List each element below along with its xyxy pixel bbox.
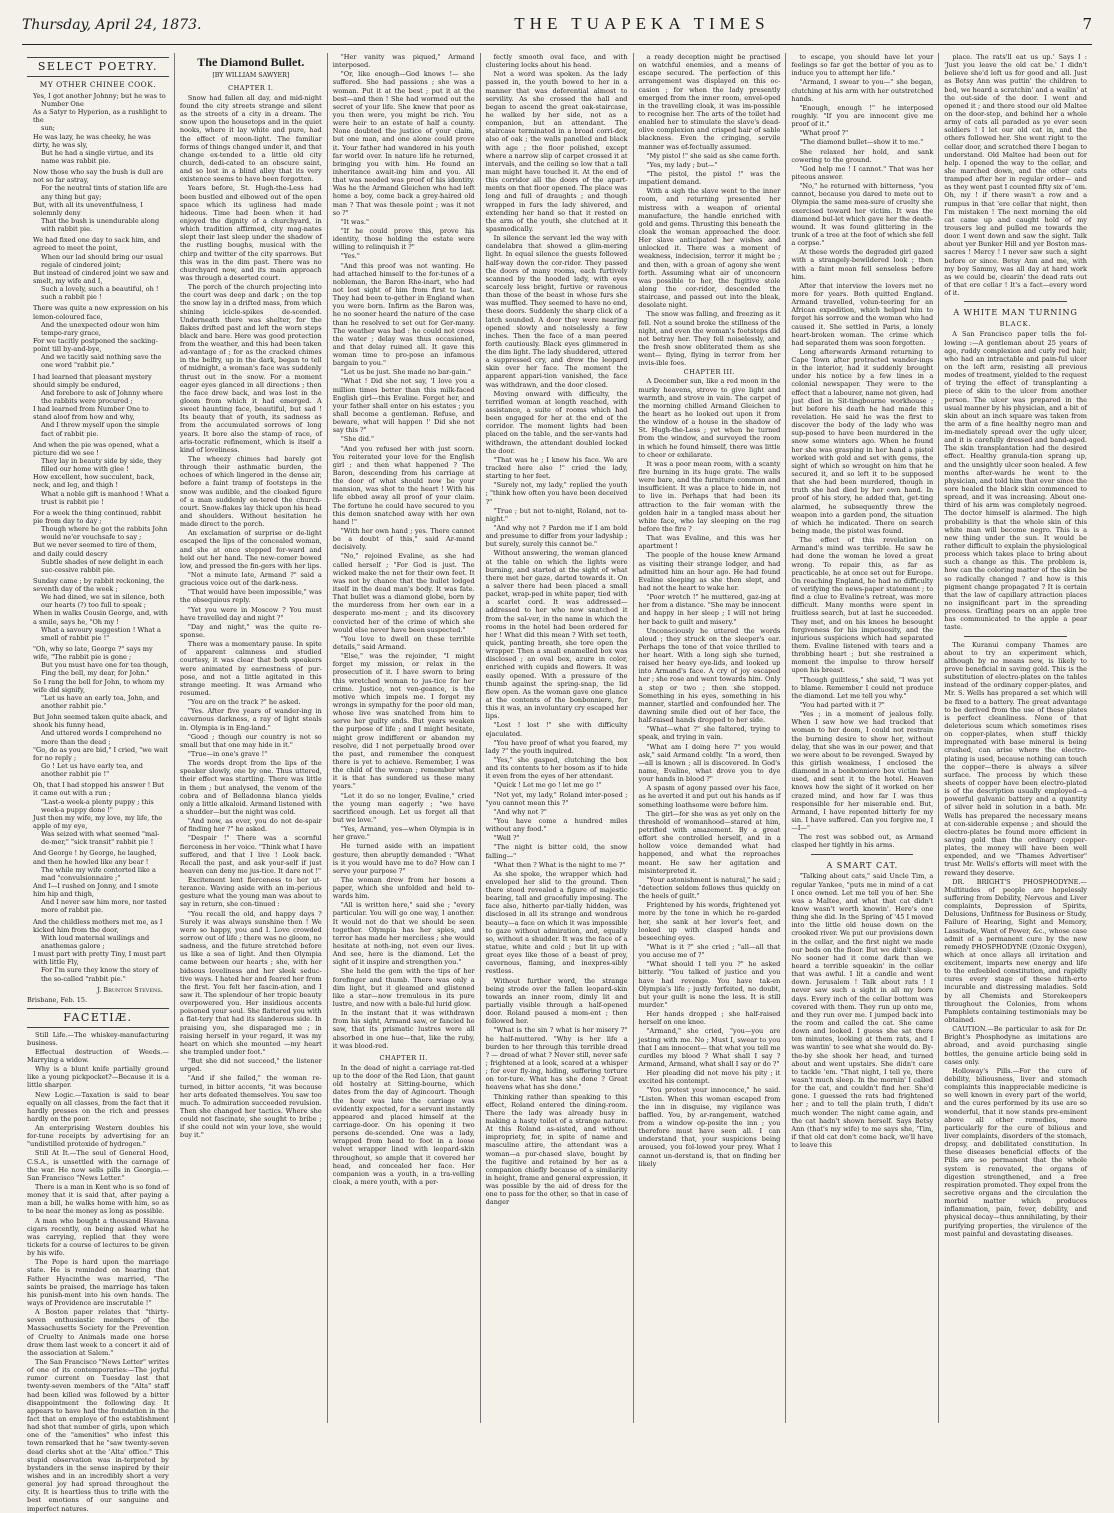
poem-line: But instead of cindered joint we saw and smelt, my wife and I,	[33, 268, 169, 285]
paragraph: An exclamation of surprise or de-light escaped the lips of the concealed woman, and she at once stepped for-ward and held out her hand. The new-comer bowed low, and pressed the fin-gers with her lips.	[179, 529, 322, 570]
divider	[964, 301, 1067, 302]
poem-line: How excellent, how succulent, back, neck, and leg, and thigh !	[33, 473, 155, 490]
paragraph: At these words the degraded girl gazed with a strangely-bewildered look ; then with a faint moan fell senseless before him.	[791, 248, 934, 281]
paragraph: "You have come a hundred miles without any food."	[485, 816, 628, 834]
facetiae-item: The San Francisco "News Letter" writes of one of its contemporaries:—The joyful rumor current on Tuesday last that twenty-seven members of the "Alta" staff had been killed was followed by a bitter disappointment the following day. It appears to have had the foundation in the fact that an employe of the establishment had shot that number of girls, upon which one of the "amenities" who infest this town remarked that he "saw twenty-seven dead clerks shot at the 'Alta' office." This stupid observation was in-terpreted by bystanders in the sense inspired by their wishes and in an incredibly short a very general joy had spread throughout the city. It is heartless thus to trifle with the best emotions of our sanguine and imperfect natures.	[27, 1358, 169, 1513]
paragraph: "Surely not, my lady," replied the youth ; "think how often you have been deceived ?"	[485, 481, 628, 506]
facetiae-item: Why is a blunt knife partially ground like a young pickpocket?—Because it is a little sharper.	[27, 1065, 169, 1090]
poem-line: Though where he got the rabbits John would ne'er vouchsafe to say ;	[41, 525, 168, 542]
paragraph: She held the gem with the tips of her forefinger and thumb. There was only a dim light, but it gleamed and glistened like a star—now tremulous in its pure lustre, and now with a bale-ful lurid glow.	[332, 967, 475, 1009]
poem-line: For we tacitly postponed the sacking-point till by-and-bye,	[33, 336, 158, 354]
paragraph: In the instant that it was withdrawn from his sight, Armand saw, or fancied he saw, that its prismatic lustres were all absorbed in one hue—that, like the ruby, it was blood-red.	[332, 1009, 475, 1050]
paragraph: "What—what ?" she faltered, trying to speak, and trying in vain.	[638, 725, 781, 742]
poem-line: We had dined, we sat in silence, both our hearts (?) too full to speak ;	[41, 593, 165, 610]
paragraph: "And now, as ever, you do not de-spair of finding her ?" he asked.	[179, 817, 322, 834]
article-body	[791, 872, 933, 1149]
paragraph: "And if she failed," the woman re-turned, in bitter accents, "it was because her arts defeated themselves. You saw too much. To admiration succeeded revulsion. Then she changed her tactics. Where she could not fascinate, she sought to bribe ; if she could not win your love, she would buy it."	[179, 1074, 322, 1140]
poem-line: What a noble gift is manhood ! What a trust is rabbit pie !	[41, 489, 169, 506]
poem-line: Such a lovely, such a beautiful, oh ! such a rabbit pie !	[41, 285, 159, 302]
paragraph: "Not a minute late, Armand ?" said a gracious voice out of the dark-ness.	[179, 571, 322, 588]
poem-line: They lay in beauty side by side, they filled our home with glee !	[41, 456, 162, 474]
paragraph: A December sun, like a red moon in the murky heavens, strove to give light and warmth, and strove in vain. The carpet of the morning chilled Armand Gleichen to the heart as he looked out upon it from the window of a house in the shadow of St. Hugh-the-Less ; yet when he turned from the window, and surveyed the room in which he found himself, there was little to cheer or exhilarate.	[638, 377, 781, 459]
column-3	[328, 53, 481, 1423]
paragraph: "No," rejoined Evaline, as she had called herself ; "For God is just. The wicked make the net for their own feet. It was not by chance that the bullet lodged itself in the dead man's body. It was fate. That bullet was a diamond globe, born by the murderess from her own ear in a desperate mo-ment ; and its discovery convicted her of the crime of which she would else never have been suspected."	[332, 552, 475, 634]
paragraph: a ready deception might be practised on watchful enemies, and a means of escape secured. The perfection of this arrangement was displayed on this oc-casion ; for when the lady presently emerged from the inner room, envel-oped in the travelling cloak, it was im-possible to recognise her. The arts of the toilet had enabled her to stimulate the slave's dead-olive complexion and crisped hair of sable blackness. Even the cringing, servile manner was ef-fectually assumed.	[638, 53, 781, 151]
paragraph: "Yes."	[340, 252, 360, 261]
paragraph: "Yet you were in Moscow ? You must have travelled day and night ?"	[179, 605, 322, 622]
paragraph: "And why not ? Pardon me if I am bold and presume to differ from your ladyship ; but surely, surely this cannot be."	[485, 524, 628, 549]
paragraph: "What ! Did she not say, 'I love you a million times better than this milk-faced English girl—this Evaline. Forget her, and your father shall enter on his estates ; you shall become a gentleman. Refuse, and beware, what will happen !' Did she not say this ?"	[332, 377, 475, 435]
story-body	[333, 53, 475, 1050]
paragraph: "No," he returned with bitterness, "you cannot, because you dared to mete out to Olympia the same mea-sure of cruelty she exercised toward her victim. It was the diamond bul-let which gave her the death-wound. It was found glittering in the trunk of a tree at the foot of which she fell a corpse."	[791, 182, 934, 248]
article-body	[944, 641, 1087, 1238]
divider	[811, 854, 913, 855]
story-author: [BY WILLIAM SAWYER]	[212, 71, 290, 79]
article-body	[944, 330, 1087, 631]
paragraph: "Or, like enough—God knows !— she suffered. She had passions ; she was a woman. Put it at the best ; put it at the best—and then ! She had wormed out the secret of your life. She knew that poor as you then were, you might be rich. You were heir to an estate of half a county. None doubted the justice of your claim, but one man, and one alone could prove it. Your father had wandered in his youth far world over. In nature life he returned, bringing you with him. He found an inheritance await-ing him and you. All that was needed was proof of his identity. Was he the Armand Gleichen who had left home a boy, come back a grey-haired old man ? That was thesole point ; was it not so ?"	[332, 70, 475, 217]
poem-stanza	[27, 918, 169, 983]
column-2	[175, 53, 328, 1423]
paragraph: "The pistol, the pistol !" was the impatient demand.	[638, 169, 781, 187]
poem-line: "Let us have an early tea, John, and another rabbit pie."	[41, 693, 160, 711]
poem-line: I must part with pretty Tiny, I must part with little Fly,	[33, 950, 166, 967]
poem-line: But you must have one for tea though, Fing the bell, my dear, for John."	[41, 661, 169, 678]
paragraph: "What then ? What is the night to me ?"	[493, 860, 626, 869]
poem-line: With loud maternal wailings and anathemas galore ;	[41, 933, 150, 950]
paragraph: "True—in one's grave !"	[187, 749, 268, 758]
paragraph: "All is written here," said she ; "every particular. You will go one way, I another. It would not do that we should be seen together. Olympia has her spies, and terror has made her merciless ; she would hesitate at noth-ing, not even our lives. And see, here is the diamond. Let the sight of it inspire and strengthen you."	[332, 901, 475, 967]
paragraph: "Lost ! lost !" she with difficulty ejaculated.	[485, 721, 628, 738]
poem-title: MY OTHER CHINEE COOK.	[39, 79, 157, 89]
paragraph: "And why not ?"	[493, 807, 547, 816]
paragraph: "Poor wretch !" he muttered, gaz-ing at her from a distance. "She may be innocent and happy in her sleep ; I will not bring her back to guilt and misery."	[638, 593, 781, 626]
paragraph: The people of the house knew Armand as visiting their strange lodger, and had admitted him an hour ago. He had found Evaline sleeping as she then slept, and had not the heart to wake her.	[638, 551, 781, 592]
poem-line: Yes, I got another Johnny; but he was to	[33, 91, 166, 100]
poem-stanza	[27, 645, 169, 710]
paragraph: "You protest your innocence," he said. "Listen. When this woman escaped from the inn in disguise, my vigilance was baffled. You, by ar-rangement, watched from a window op-posite the inn ; you therefore must have seen all. I can understand that, your suspicions being aroused, you fol-lowed your prey. What I cannot un-derstand is, that on finding her likely	[638, 1086, 781, 1168]
poem-line: Number One	[41, 100, 84, 109]
poem-line: When our lad should bring our usual regale of cindered joint;	[41, 252, 163, 269]
paragraph: "It was."	[340, 217, 370, 226]
poem-line: And I—I rushed on Jonny, and I smote him hip and thigh,	[33, 881, 159, 899]
paragraph: "What proof ?"	[799, 129, 849, 138]
facetiae-item: New Logic.—Taxation is said to bear equally on all classes, from the fact that it hardly presses on the rich and presses hardly on the poor.	[27, 1090, 169, 1123]
paragraph: The snow was falling, and freezing as it fell. Not a sound broke the stillness of the night, and even the woman's footsteps did not betray her. They fell noiselessly, and the fresh snow obliterated them as she went— flying, flying in terror from her invis-ible foes.	[638, 310, 781, 368]
poem-line: For I'm sure they know the story of the so-called "rabbit pie."	[41, 966, 158, 983]
issue-date: Thursday, April 24, 1873.	[22, 17, 202, 33]
poem-line: There was quite a new expression on his lemon-coloured face,	[33, 304, 169, 321]
poem-line: "Go, do as you are bid," I cried, "we wait for no reply ;	[33, 745, 169, 762]
paragraph: "What is the sin ? what is her misery ?" he half-muttered. "Why is her life a burden to her through this terrible dread ? — dread of what ? Never still, never safe ; frightened at a look, scared at a whisper ; for ever fly-ing, hiding, suffering torture on tor-ture. What has she done ? Great heavens what has she done."	[485, 1026, 628, 1092]
poem-stanza	[27, 781, 169, 846]
paragraph: CAUTION.—Be particular to ask for Dr. Bright's Phosphodyne as imitations are abroad, and avoid purchasing single bottles, the genuine article being sold in cases only.	[944, 1025, 1087, 1066]
poem-line: Sunday came ; by rabbit reckoning, the seventh day of the week ;	[33, 576, 165, 594]
story-body	[639, 53, 781, 1168]
paragraph: "Not yet, my lady," Roland inter-posed ; "you cannot mean this ?"	[485, 790, 628, 807]
paragraph: "God help me ! I cannot." That was her piteous answer.	[791, 164, 934, 181]
poem-line: But he had a single virtue, and its name was rabbit pie.	[41, 148, 154, 166]
poem-line: Go ! Let us have early tea, and another rabbit pie !"	[41, 762, 143, 779]
paragraph: It was a poor mean room, with a scanty fire burning in its huge grate. The walls were bare, and the furniture common and insufficient. It was a place to hide in, not to live in. Perhaps that had been its attraction to the fair woman with the golden hair in a tangled mass about her white face, who lay sleeping on the rug before the fire ?	[638, 459, 781, 533]
poem-line: Subtle shades of new delight in each suc-cessive rabbit pie.	[41, 557, 164, 574]
paragraph: "Good ; though our country is not so small but that one may hide in it."	[179, 732, 322, 749]
poem-line: I had learned from Number One to stand aloof from how and why,	[33, 405, 149, 422]
story-body	[333, 1064, 475, 1186]
paragraph: "Enough, enough !" he interposed roughly. "If you are innocent give me proof of it."	[791, 103, 934, 129]
paragraph: "Though guiltless," she said, "I was yet to blame. Remember I could not produce the diamond. Let me tell you why."	[791, 675, 934, 700]
paragraph: The rest was sobbed out, as Armand clasped her tightly in his arms.	[791, 833, 934, 850]
paragraph: "Else," was the rejoinder, "I might forget my mission, or relax in the prosecution of it. I have sworn to bring this wretched woman to jus-tice for her crime. Justice, not ven-geance, is the motive which impels me. I forget my wrongs in sympathy for the poor old man, whose live was snatched from him to serve her guilty ends. But years weaken the purpose of life ; and I might hesitate, might grow indifferent or abandon my resolve, did I not perpetually brood over the past, and remember the conquest there is yet to achieve. Remember, I was the child of the woman ; remember what it is that has sundered us these many years."	[332, 652, 475, 791]
poem-body	[27, 92, 169, 983]
poem-line: And I never saw him more, nor tasted more of rabbit pie.	[41, 898, 167, 915]
poem-line: The while my wife contorted like a mad "convulsionnaire ;"	[41, 865, 156, 882]
poem-line: But John seemed taken quite aback, and shook his funny head,	[33, 713, 168, 730]
poem-line: "Oh, why so late, George ?" says my wife, "The rabbit pie is gone ;	[33, 645, 153, 662]
paragraph: She relaxed her hold, and sank cowering to the ground.	[791, 147, 934, 164]
poem-line: sun;	[41, 124, 55, 133]
poem-line: That the bush is unendurable along with rabbit pie.	[41, 217, 160, 234]
paragraph: The words dropt from the lips of the speaker slowly, one by one. Thus uttered, their effect was startling. There was little in them ; but analysed, the venom of the cobra and of Belladonna blanca yields only a little alkaloid. Armand listened with a shudder—but the night was cold.	[179, 759, 322, 816]
poem-line: For the neutral tints of station life are any thing but gay;	[41, 184, 168, 201]
facetiae-item: An enterprising Western doubles his for-tune receipts by advertising for an "undistilled protoxide of hydrogen."	[27, 1124, 169, 1149]
paragraph: The woman drew from her bosom a paper, which she unfolded and held to-wards him.	[332, 875, 475, 901]
poem-line: We had fixed one day to sack him, and agreed to meet the point,	[33, 236, 161, 253]
paragraph: In silence the servant led the way with candelabra that showed a glim-mering light. In equal silence the guests followed half-way down the cor-ridor. They passed the doors of many rooms, each furtively scanned by the hooded lady, with eyes scarcely less bright, furtive or ravenous than those of the beast in whose furs she was muffled. They seemed to have no end, these doors. Suddenly the sharp click of a latch sounded. A door they were nearing opened slowly and noiselessly a few inches. Then the face of a man peered forth cautiously. Black eyes glimmered in the dim light. The lady shuddered, uttered a suppressed cry, and drew the leopard skin over her face. The moment the apparent appari-tion vanished, the face was withdrawn, and the door closed.	[485, 234, 628, 389]
article-body	[944, 53, 1087, 297]
paragraph: "True ; but not to-night, Roland, not to-night."	[485, 506, 628, 523]
paragraph: He turned aside with an impatient gesture, then abruptly demanded : "What is it you would have me to do? How can I serve your purpose ?"	[332, 842, 475, 875]
paragraph: Not a word was spoken. As the lady passed in, the youth bowed to her in a manner that was deferential almost to servility. As she crossed the hall and began to ascend the great oak-staircase, he walked by her side, not as a companion, but an attendant. The staircase terminated in a broad corri-dor, also of oak ; the walls panelled and black with age ; the floor polished, except where a narrow slip of carpet crossed it at intervals, and the ceiling so low that a tall man might have touched it. At the end of this corridor all the doors of the apart-ments on that floor opened. The place was long and full of draughts ; and though wrapped in furs the lady shivered, and extending her hand so that it rested on the arm of the youth, she clutched at it spasmodically.	[485, 70, 628, 233]
paragraph: "But she did not succeed," the listener urged.	[179, 1057, 322, 1074]
poem-dateline: Brisbane, Feb. 15.	[27, 995, 88, 1004]
facetiae-item: There is a man in Kent who is so fond of money that it is said that, after paying a man a bill, he walks home with him, so as to be near the money as long as possible.	[27, 1183, 169, 1216]
paragraph: "My pistol !" she said as she came forth.	[646, 151, 781, 160]
paragraph: "And this proof was not wanting. He had attached himself to the for-tunes of a nobleman, the Baron Rhe-inart, who had not lost sight of him from first to last. They had been to-gether in England when you were born. Infirm as the Baron was, he no sooner heard the nature of the case than he resolved to set out for Ger-many. The weather was bad : he could not cross the water ; delay was thus occasioned, and that delay ruined all. It gave this woman time to pro-pose an infamous bargain to you."	[332, 261, 475, 368]
paragraph: Snow had fallen all day, and mid-night found the city streets strange and silent as the streets of a city in a dream. The snow upon the housetops and in the quiet nooks, where it lay white and pure, had the effect of moon-light. The familiar forms of things changed under it, and that change ex-tended to a little old city church, dedi-cated to an obscure saint, and so lost in a blind alley that its very existence seems to have been forgotten.	[179, 93, 322, 184]
poem-line: Oh, that I had stopped his answer ! But it came out with a run ;	[33, 781, 165, 798]
paragraph: "She did."	[340, 435, 374, 444]
paragraph: The porch of the church projecting into the court was deep and dark ; on the top the snow lay in a drifted mass, from which shining icicle-spikes de-scended. Underneath there was shelter, for the flakes drifted past and left the worn steps black and bare. Here was good protection from the weather, and this had been taken ad-vantage of ; for as the cracked chimes in the belfry, up in the dark, began to tell of midnight, a woman's face was suddenly thrust out in the snow. For a moment eager eyes glanced in all directions ; then the face drew back, and was lost in the gloom from which it had emerged. A sweet haunting face, beautiful, but sad ! Its beauty that of youth, its sadness as from the accumulated sorrows of long years. It bore also the stamp of race, of aris-tocratic refinement, which is itself a kind of loveliness.	[179, 283, 322, 454]
poem-line: And when the pie was opened, what a picture did we see !	[33, 440, 159, 457]
masthead	[22, 14, 1092, 45]
paragraph: A San Francisco paper tells the fol-lowing :—A gentleman about 25 years of age, ruddy complexion and curly red hair, who had an intractable and pain-ful ulcer on the left arm, resisting all previous modes of treatment, yielded to the request of trying the effect of transplanting a piece of skin to the ulcer from another person. The ulcer was prepared in the usual manner by his physician, and a bit of skin about an inch square was taken from the arm of a fine healthy negro man and im-mediately spread over the ugly ulcer, and it is carefully dressed and band-aged. The skin transplantation had the desired effect. Healthy granula-tion sprang up, and the unsightly ulcer soon healed. A few months after-wards he went to the physician, and told him that ever since the sore healed the black skin commenced to spread, and it was increasing. About one-third of his arm was completely negroed. The doctor himself is alarmed. The high probability is that the whole skin of this white man will become negro. This is a new thing under the sun. It would be rather difficult to explain the physiological process which takes place to bring about such a change as this. The problem is, how can the coloring matter of the skin be so radically changed ? and how is this pigment change propagated ? It is certain that the law of capillary attraction places no insignificant part in the spreading process. Grafting pears on an apple tree has communicated to the apple a pear taste.	[944, 330, 1087, 632]
chapter-heading: CHAPTER III.	[683, 368, 736, 377]
paragraph: "Quick ! Let me go ! let me go !"	[493, 781, 602, 790]
paragraph: That was Evaline, and this was her apartment !	[638, 534, 781, 551]
poem-stanza	[27, 236, 169, 301]
paragraph: "You are on the track ?" he asked.	[187, 698, 301, 707]
paragraph: The Kuranui company Thames are about to try an experiment which, although by no means new, is likely to prove beneficial in saving gold. This is the substitution of electro-plates on the tables instead of the ordinary copper-plates, and Mr. S. Wells has prepared a set which will be fixed to a battery. The great advantage to be derived from the use of these plates is perfect cleanliness. None of that deleterious scum which sometimes rises on copper-plates, when stuff thickly impregnated with base mineral is being crushed, can arise where the electro-plating is used, because nothing can touch the copper—there is always a silver surface. The process by which these sheets of copper have been electro-plated is of the description usually employed—a powerful galvanic battery and a quantity of silver held in solution in a bath. Mr. Wells has prepared the necessary means at con-siderable expense ; and should the electro-plates be found more efficient in saving gold than the ordinary copper-plates, the money will have been well expended, and we "Thames Advertiser" trust Mr. Wells's efforts will meet with the reward they deserve.	[944, 640, 1087, 877]
column-1	[22, 53, 175, 1513]
paragraph: "Yes ; in a moment of jealous folly. When I saw how we had tracked that woman to her doom, I could not restrain the burning desire to show her, without delay, that she was in our power, and that we were about to be revenged. Swayed by this girlish weakness, I enclosed the diamond in a bonbonniere box victim had used, and sent it to the hotel. Heaven knows how the sight of it worked on her crazed mind, and how far I was thus responsible for her miserable end. But, Armand, I have repented bitterly for my sin. I have suffered. Can you forgive me, I—I—"	[791, 710, 934, 833]
poem-line: And the childless mothers met me, as I kicked him from the door,	[33, 917, 163, 934]
paragraph: Years before, St. Hugh-the-Less had been bustled and elbowed out of the open space which its ugliness had made hideous. Time had been when it had enjoyed the dignity of a churchyard, in which tradition affirmed, city mag-nates slept their last sleep under the shadow of the rustling boughs, musical with the chirp and twitter of the city sparrows. But this was in the dim past. There was no churchyard now, and its main approach was through a deserted court.	[179, 184, 322, 282]
columns	[22, 53, 1092, 1513]
column-6	[786, 53, 939, 1423]
paragraph: "The diamond bullet—show it to me."	[799, 138, 924, 147]
divider	[964, 636, 1067, 637]
poem-line: "Last-a week-a plenty puppy ; this week-a puppy done !"	[41, 797, 154, 814]
section-title-poetry: SELECT POETRY.	[27, 57, 169, 77]
paragraph: to escape, you should have let your feelings so far get the better of you as to induce you to attempt her life."	[791, 53, 934, 78]
poem-line: He was lazy, he was cheeky, he was dirty, he was sly,	[33, 132, 151, 149]
poem-stanza	[27, 304, 169, 369]
paragraph: Moving onward with difficulty, the terrified woman at length reached, with assistance, a suite of rooms which had been engaged for her at the end of the corridor. The moment lights had been placed on the table, and the ser-vants had withdrawn, the attendant doubled locked the door.	[485, 389, 628, 455]
facetiae-item: The Pope is hard upon the marriage state. He is reminded on hearing that Father Hyacinthe was married, "The saints be praised, the marriage has taken his punish-ment into his own hands. The ways of Providence are inscrutable !"	[27, 1258, 169, 1308]
poem-stanza	[27, 849, 169, 914]
poem-line: Now those who say the bush is dull are not so far astray,	[33, 168, 164, 185]
poem-line: Was seized with what seemed "mal-de-mer," "sick transit" rabbit pie !	[41, 830, 160, 847]
paragraph: "Despair !" There was a scornful fierceness in her voice. "Think what I have suffered, and that I live ! Look back. Recall the past, and ask your-self if just heaven can deny me jus-tice. It dare not !"	[179, 834, 322, 875]
story-body	[791, 53, 933, 850]
paragraph: "You had parted with it ?"	[799, 700, 885, 709]
poem-stanza	[27, 577, 169, 642]
paragraph: "What is it ?" she cried ; "all—all that you accuse me of ?"	[638, 942, 781, 960]
paragraph: Excitement lent fierceness to her ut-terance. Waving aside with an im-perious gesture what the young man was about to say in return, she con-tinued :	[179, 876, 322, 909]
paragraph: "You have proof of what you feared, my lady ?" the youth inquired.	[485, 738, 628, 755]
facetiae-body	[27, 1031, 169, 1513]
facetiae-item: A Boston paper relates that "thirty-seven enthusiastic members of the Massachusetts Society for the Prevention of Cruelty to Animals made one horse draw them last week to a concert it aid of the association at Salem."	[27, 1308, 169, 1357]
poem-line: When in walks Cousin George, and, with a smile, says he, "Oh my !	[33, 609, 168, 626]
poem-line: What a savoury suggestion ! What a smell of rabbit pie !"	[41, 625, 161, 642]
story-body	[486, 53, 628, 1207]
poem-line: And I threw myself upon the simple fact of rabbit pie.	[41, 421, 160, 438]
paragraph: After that interview the lovers met no more for years. Both quitted England. Armand travelled, volun-teering for an African expedition, which helped him to forget his sorrow and the woman who had caused it. She settled in Paris, a lonely heart-broken woman. The crime which had separated them was soon forgotten.	[791, 281, 934, 347]
paragraph: Unconsciously he uttered the words aloud ; they struck on the sleeper's ear. Perhaps the tone of that voice thrilled to her heart. With a long sigh she turned, raised her heavy eye-lids, and looked up into Armand's face. A cry of joy escaped her ; she rose and went towards him. Only a step or two ; then she stopped. Something in his eyes, something in his manner, startled and confounded her. The dawning smile died out of her face, the half-raised hands dropped to her side.	[638, 626, 781, 725]
paragraph: "With her own hand ; yes. There cannot be a doubt of this," said Ar-mand decisively.	[332, 527, 475, 552]
poem-line: For a week the thing continued, rabbit pie from day to day ;	[33, 508, 162, 525]
poem-line: Just then my wife, my love, my life, the apple of my eye,	[33, 813, 163, 830]
column-4	[481, 53, 634, 1423]
article-title-smart-cat: A SMART CAT.	[826, 860, 899, 870]
paragraph: place. The rats'll eat us up.' Says I : 'Just you leave the old cat be.' I didn't believe she'd left us for good and all. Just as Betsy Ann was puttin' the children to bed, we heard a scratchin' and a wailin' at the out-side of the door. I went and opened it ; and there stood our old Maltee on the door-step, and behind her a whole army of cats all paraded as ye ever seen soldiers ! I let our old cat in, and the others followed her. She went right to the cellar door, and scratched there I began to understand. Old Maltee had been out for help. I opened the way to the cellar, and she marched down, and the other cats tramped after her in regular order— and as they went past I counted fifty six of 'em. Oh, my ! if there wasn't a row and a rumpus in that 'ere cellar that night, then I'm mistaken ! The next morning the old cat came up and caught hold of my trousers leg and pulled me towards the door. I went down and saw the sight. Talk about yer Bunker Hill and yer Boston mas-sacres ! Mercy ! I never saw such a sight before or since. Betsy Ann and me, with my boy Sammy, was all day at hard work as we could be, clearin' the dead rats out of that ere cellar ! It's a fact—every word of it.	[944, 53, 1087, 298]
article-title-white-man: A WHITE MAN TURNING	[953, 308, 1078, 318]
paragraph: The wheezy chimes had barely got through their asthmatic burden, the echoes of which lingered in the dense air, before a faint tramp of footsteps in the snow was audible, and the cloaked figure of a man suddenly en-tered the church-court. Snow-flakes lay thick upon his head and shoulders. Without hesitation he made direct to the porch.	[179, 455, 322, 529]
paragraph: Thinking rather than speaking to this effect, Roland entered the dining-room. There the lady was already busy in making a hasty toilet of a strange nature. At this Roland as-sisted, and without impropriety, for, in spite of name and masculine attire, the attendant was a woman—a pur-chased slave, bought by the fugitive and retained by her as a companion chiefly because of a similarity in height, frame and general expression, it was possible by the aid of dress for the one to pass for the other, so that in case of danger	[485, 1092, 628, 1207]
section-title-facetiae: FACETIÆ.	[27, 1008, 169, 1028]
paragraph: A spasm of agony passed over his face, as he averted it and put out his hands as if something loathsome were before him.	[638, 784, 781, 809]
paragraph: "You recall the old, and happy days ? Surely it was always sunshine then ! We were so happy, you and I. Love crowded sorrow out of life ; there was no gloom, no sadness, and the future stretched before us like a sea of light. And then Olympia came between our hearts ; she, with her bidsous loveliness and her sleek seduc-tive ways. I hated her and feared her from the first. You felt her fascin-ation, and I saw it. The splendour of her tropic beauty overpowered you. Her insidious accents poisoned your soul. She flattered you with a flat-tery that had its slanderous side. In praising you, she disparaged me ; in raising herself in your regard, it was my heart on which she mounted —my heart she trampled under foot."	[179, 909, 322, 1057]
paragraph: "That was he ; I knew his face. We are tracked here also !" cried the lady, starting to her feet.	[485, 455, 628, 481]
paragraph: Her hands dropped ; she half-raised herself on one knee.	[638, 1010, 781, 1027]
paragraph: "You love to dwell on these terrible details," said Armand.	[332, 634, 475, 651]
paragraph: Holloway's Pills.—For the cure of debility, biliousness, liver and stomach complaints this inappreciable medicine is so well known in every part of the world, and the cures performed by its use are so wonderful, that it now stands pre-eminent above all other remedies, more particularly for the cure of bilious and liver complaints, disorders of the stomach, dropsy, and debilitated constitution. In these diseases beneficial effects of the Pills are so permanent that the whole system is renovated, the organs of digestion strengthened, and a free respiration promoted. They expel from the secretive organs and the circulation the morbid matter which produces inflammation, pain, fever, debility, and physical decay—thus annihilating, by their purifying properties, the virulence of the most painful and devastating diseases.	[944, 1066, 1087, 1238]
paragraph: "What am I doing here ?" you would ask," said Armand coldly. "In a word, then—all is known ; all is discovered. In God's name, Evaline, what drove you to dye your hands in blood ?"	[638, 742, 781, 784]
poem-line: I had learned that pleasant mystery should simply be endured,	[33, 372, 152, 389]
facetiae-item: Still Life.—The whiskey-manufacturing business.	[27, 1030, 169, 1047]
paragraph: "Yes, my lady ; but—"	[646, 160, 718, 169]
paragraph: "Armand, I swear to you—" she began, clutching at his arm with her outstretched hands.	[791, 78, 934, 103]
paragraph: "Talking about cats," said Uncle Tim, a regular Yankee, "puts me in mind of a cat I once owned. Let me tell you of her. She was a Maltee, and what that cat didn't know wasn't worth knowin'. Here's one thing she did. In the Spring of '45 I moved into the little old house down on the crooked river. We put our provisions down in the cellar, and the first night we made our beds on the floor. But we didn't sleep. No sooner had it come dark than we heard a terrible squeakin' in the cellar that was awful. I lit a candle and went down. Jerusalem ! Talk about rats ! I never saw such a sight in all my born days. Every inch of the cellar bottom was covered with them. They run up onto me, and they run over me. I jumped back into the room and called the cat. She came down and looked. I guess she sat there ten minutes, looking at them rats, and I was wantin' to see what she would do. By-the-by she shook her head, and turned about and went upstairs. She didn't care to tackle 'em. "That night, I tell ye, there wasn't much sleep. In the mornin' I called for the cat, and couldn't find her. She'd gone. I guessed the rats had frightened her ; and to tell the plain truth, I didn't much wonder. The night came again, and the cat hadn't shown herself. Says Betsy Ann (that's my wife) to me says she, 'Tim, if that old cat don't come back, we'll have to leave this	[791, 872, 934, 1150]
poem-line: As a Satyr to Hyperion, as a rushlight to the	[33, 108, 167, 125]
paragraph: There was a momentary pause. In spite of apparent calmness and studied courtesy, it was clear that both speakers were animated by earnestness of pur-pose, and not a little agitated in this strange meeting. It was Armand who resumed.	[179, 640, 322, 697]
paragraph: Frightened by his words, frightened yet more by the tone in which he re-garded her, she sank at her lover's feet, and looked up with clasped hands and beseeching eyes.	[638, 901, 781, 942]
poem-line: But, with all its uneventfulness, I solemnly deny	[33, 200, 143, 217]
paragraph: Long afterwards Armand returning to Cape Town after protracted wander-ings in the interior, had it suddenly brought under his notice by a few lines in a colonial newspaper. They were to the effect that a labourer, name not given, had just died in Sit-tingbourne workhouse ; but before his death he had made this revelation. He said he was the first to discover the body of the lady who was sup-posed to have been murdered in the snow some winters ago. When he found her she was grasping in her hand a pistol worked with gold and set with gems, the sight of which so wrought on him that he secured it, and so left it to be supposed that she had been murdered, though in truth she had died by her own hand. In proof of his story, he added that, get-ting alarmed, he subsequently threw the weapon into a garden pond, the situation of which he indicated. There on search being made, the pistol was found.	[791, 347, 934, 536]
poem-stanza	[27, 441, 169, 506]
paragraph: "That would have been impossible," was the obsequious reply.	[179, 588, 322, 605]
paragraph: Without answering, the woman glanced at the table on which the lights were burning, and started at the sight of what there met her gaze, darted towards it. On a salver there had been placed a small packet, wrap-ped in white paper, tied with a scarlet cord. It was addressed—addressed to her who now snatched it from the sal-ver, in the name in which the rooms in the hotel had been ordered for her ! What did this mean ? With set teeth, quick, panting breath, she tore open the wrapper. Then a small enamelled box was disclosed ; an oval box, azure in color, enriched with cupids and flowers. It was easily opened. With a pressure of the thumb against the spring-snap, the lid flew open. As the woman gave one glance at the contents of the bonbonniere, for this it was, an involuntary cry escaped her lips.	[485, 549, 628, 721]
paragraph: With a sigh the slave went to the inner room, and returning presented her mistress with a weapon of oriental manufacture, the handle enriched with gold and gems. Thrusting this beneath the cloak the woman approached the door. Her slave anticipated her wishes and unlocked it. There was a moment of weakness, indecision, terror it might be ; and then, with a groan of agony she went forth. Assuming what air of unconcern was possible to her, the fugitive stole along the cor-ridor, descended the staircase, and passed out into the bleak, desolate night.	[638, 187, 781, 310]
facetiae-item: Still At It.—The soul of General Hood, C.S.A., is unsettled with the carnage of the war. He now sells pills in Georgia.—San Francisco "News Letter."	[27, 1149, 169, 1182]
paragraph: "Her vanity was piqued," Armand interposed.	[332, 53, 475, 70]
poem-line: And forebore to ask of Johnny where the rabbits were procured ;	[41, 388, 163, 405]
poem-stanza	[27, 168, 169, 233]
article-title-white-man-line2: BLACK.	[999, 320, 1032, 329]
paragraph: In the dead of night a carriage rat-tled up to the door of the Red Lion, that gaunt old hostelry at Sitting-bourne, which dates from the day of Agincourt. Though the hour was late the carriage was evidently expected, for a servant instantly appeared and placed himself at the carriage-door. On his opening it two persons de-scended. One was a lady, wrapped from head to foot in a loose velvet wrapper lined with leopard-skin throughout, so ample that it covered her head, and concealed her face. Her companion was a youth, in a tra-velling cloak, a mere youth, with a per-	[332, 1063, 475, 1186]
story-title: The Diamond Bullet.	[197, 55, 305, 69]
poem-line: And George ! by George, he laughed, and then he howled like any bear !	[33, 849, 157, 866]
paragraph: "If he could prove this, prove his identity, those holding the estate were willing to relinquish it ?"	[332, 226, 475, 252]
paragraph: The girl—for she was as yet only on the threshold of womanhood—stared at him, petrified with amazement. By a great effort she controlled herself, and in a hollow voice demanded what had happened, and what the reproaches meant. He saw her agitation and misinterpreted it.	[638, 809, 781, 875]
poem-line: And uttered words I comprehend no more than the dead ;	[41, 729, 162, 746]
chapter-heading: CHAPTER II.	[379, 1053, 428, 1062]
poem-byline: J. Brunton Stevens.	[97, 985, 163, 994]
paragraph: "Yes, Armand, yes—when Olympia is in her grave."	[332, 825, 475, 842]
facetiae-item: Effectual destruction of Weeds.—Marrying a widow.	[27, 1047, 169, 1064]
paragraph: The effect of this revelation on Armand's mind was terrible. He saw he had done the woman he loved a great wrong. To repair this, as far as practicable, he at once set out for Europe. On reaching England, he had no difficulty of verifying the news-paper statement ; to find a clue to Evaline's retreat, was more difficult. Many months were spent in fruitless search, but at last he succeeded. They met, and on his knees he besought forgiveness for his impetuosity, and the injurious suspicions which had separated them. Evaline listened with tears and a throbbing heart ; but she restrained a moment the impulse to throw herself upon his breast.	[791, 536, 934, 675]
chapter-heading: CHAPTER I.	[228, 83, 274, 92]
poem-line: So I rang the bell for John, to whom my wife did signify,	[33, 677, 165, 694]
paragraph: fectly smooth oval face, and with clustering locks about his head.	[485, 53, 628, 70]
story-body	[180, 94, 322, 1140]
column-5	[634, 53, 787, 1423]
paragraph: "Let it do so no longer, Evaline," cried the young man eagerly ; "we have sacrificed enough. Let us forget all that but we love."	[332, 791, 475, 824]
poem-stanza	[27, 509, 169, 574]
paragraph: "Yes," she gasped, clutching the box and its contents to her bosom as if to hide it even from the eyes of her attendant.	[485, 755, 628, 781]
poem-stanza	[27, 373, 169, 438]
poem-stanza	[27, 92, 169, 165]
page-number: 7	[1082, 15, 1092, 33]
paragraph: "Well ?"	[493, 834, 520, 843]
poem-line: But we never seemed to tire of them, and daily could descry	[33, 541, 157, 558]
poem-line: And the unexpected odour won him tempo-rary grace,	[41, 320, 160, 337]
facetiae-item: A man who bought a thousand Havana cigars recently, on being asked what he was carrying, replied that they were tickets for a course of lectures to be given by his wife.	[27, 1216, 169, 1258]
poem-stanza	[27, 713, 169, 778]
paragraph: "Your astonishment is natural," he said ; "detection seldom follows thus quickly on the heels of guilt."	[638, 875, 781, 901]
paragraph: "The night is bitter cold, the snow falling—"	[485, 843, 628, 860]
paragraph: "Day and night," was the quite re-sponse.	[179, 622, 322, 639]
column-7	[939, 53, 1092, 1423]
paragraph: Her pleading did not move his pity ; it excited his contempt.	[638, 1069, 781, 1086]
newspaper-title: THE TUAPEKA TIMES	[514, 14, 770, 33]
paragraph: "Let us be just. She made no bar-gain."	[340, 368, 471, 377]
paragraph: As she spoke, the wrapper which had enveloped her slid to the ground. Then there stood revealed a figure of majestic bearing, tall and gracefully imposing. The face also, hitherto par-tially hidden, was disclosed in all its strange and wondrous beauty—a face on which it was impossible to gaze without admiration, and, equally so, without a shudder. It was the face of a statue, white and cold ; but lit up with great eyes like those of a beast of prey, cavernous, flaming, and inexpres-sibly restless.	[485, 869, 628, 976]
paragraph: "Armand," she cried, "you—you are jesting with me. No ; Must I, swear to you that I am innocent— that what you tell me curdles my blood ? What shall I say ? Armand, Armand, what shall I say or do ?"	[638, 1027, 781, 1068]
paragraph: "Yes. After five years of wander-ing in cavernous darkness, a ray of light steals in. Olympia is in Eng-land."	[179, 707, 322, 732]
paragraph: Without further word, the strange being strode over the fallen leopard-skin towards an inner room, dimly lit and partially visible through a half-opened door. Roland paused a mom-ent ; then followed her.	[485, 976, 628, 1026]
paragraph: "What should I tell you ?" he asked bitterly. "You talked of justice and you have had revenge. You have tak-en Olympia's life ; justly forfeited, no doubt, but your guilt is none the less. It is still murder."	[638, 960, 781, 1009]
poem-line: And we tacitly said nothing save the one word "rabbit pie."	[41, 353, 162, 370]
paragraph: DR. BRIGHT'S PHOSPHODYNE.— Multitudes of people are hopelessly suffering from Debility, Nervous and Liver complaints, Depression of Spirits, Delusions, Unfitness for Business or Study, Failure of Hearing, Sight and Memory, Lassitude, Want of Power, &c., whose case admit of a permanent cure by the new remedy PHOSPHODYNE (Ozonic Oxygen), which at once allays all irritation and excitement, imparts new energy and life to the enfeebled constitution, and rapidly cures every stage of these hith-erto incurable and distressing maladies. Sold by all Chemists and Storekeepers throughout the Colonies, from whom Pamphlets containing testimonials may be obtained.	[944, 877, 1087, 1025]
paragraph: "And you refused her with just scorn. You reiterated your love for the English girl ; and then what happened ? The Baron, descending from his carriage at the door of what should now be your mansion, was shot to the heart ! With his life ebbed away all proof of your claim. The fortune he could have secured to you this demon snatched away with her own hand !"	[332, 444, 475, 526]
